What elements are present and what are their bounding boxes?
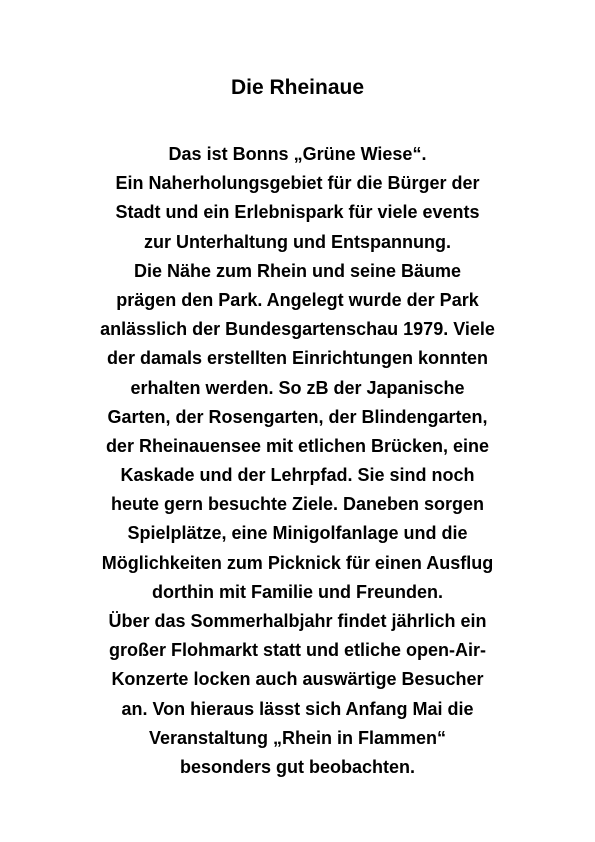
text-line: Kaskade und der Lehrpfad. Sie sind noch xyxy=(120,465,475,486)
text-line: zur Unterhaltung und Entspannung. xyxy=(144,231,451,252)
text-line: Die Nähe zum Rhein und seine Bäume xyxy=(133,260,462,281)
text-line: Stadt und ein Erlebnispark für viele events xyxy=(115,202,480,223)
text-line: großer Flohmarkt statt und etliche open-Air- xyxy=(108,640,487,661)
text-line: Spielplätze, eine Minigolfanlage und die xyxy=(127,523,468,544)
text-line: Über das Sommerhalbjahr findet jährlich ein xyxy=(108,611,487,631)
text-line: Das ist Bonns „Grüne Wiese“. xyxy=(168,144,427,164)
text-line: Ein Naherholungsgebiet für die Bürger der xyxy=(115,173,480,194)
text-line: prägen den Park. Angelegt wurde der Park xyxy=(116,289,479,310)
text-line: besonders gut beobachten. xyxy=(179,756,416,777)
text-line: Konzerte locken auch auswärtige Besucher xyxy=(111,669,484,690)
text-line: heute gern besuchte Ziele. Daneben sorgen xyxy=(110,494,485,515)
text-line: anlässlich der Bundesgartenschau 1979. Viele xyxy=(100,319,495,340)
text-line: dorthin mit Familie und Freunden. xyxy=(152,581,443,602)
text-line: erhalten werden. So zB der Japanische xyxy=(130,377,465,398)
text-line: Garten, der Rosengarten, der Blindengarten, xyxy=(107,406,488,427)
body-text xyxy=(40,140,555,782)
text-line: der damals erstellten Einrichtungen konnten xyxy=(106,348,489,369)
text-line: an. Von hieraus lässt sich Anfang Mai die xyxy=(121,698,474,719)
page-title: Die Rheinaue xyxy=(230,76,365,99)
text-line: Veranstaltung „Rhein in Flammen“ xyxy=(148,727,447,748)
text-line: der Rheinauensee mit etlichen Brücken, eine xyxy=(105,435,490,456)
text-line: Möglichkeiten zum Picknick für einen Ausflug xyxy=(101,552,494,573)
